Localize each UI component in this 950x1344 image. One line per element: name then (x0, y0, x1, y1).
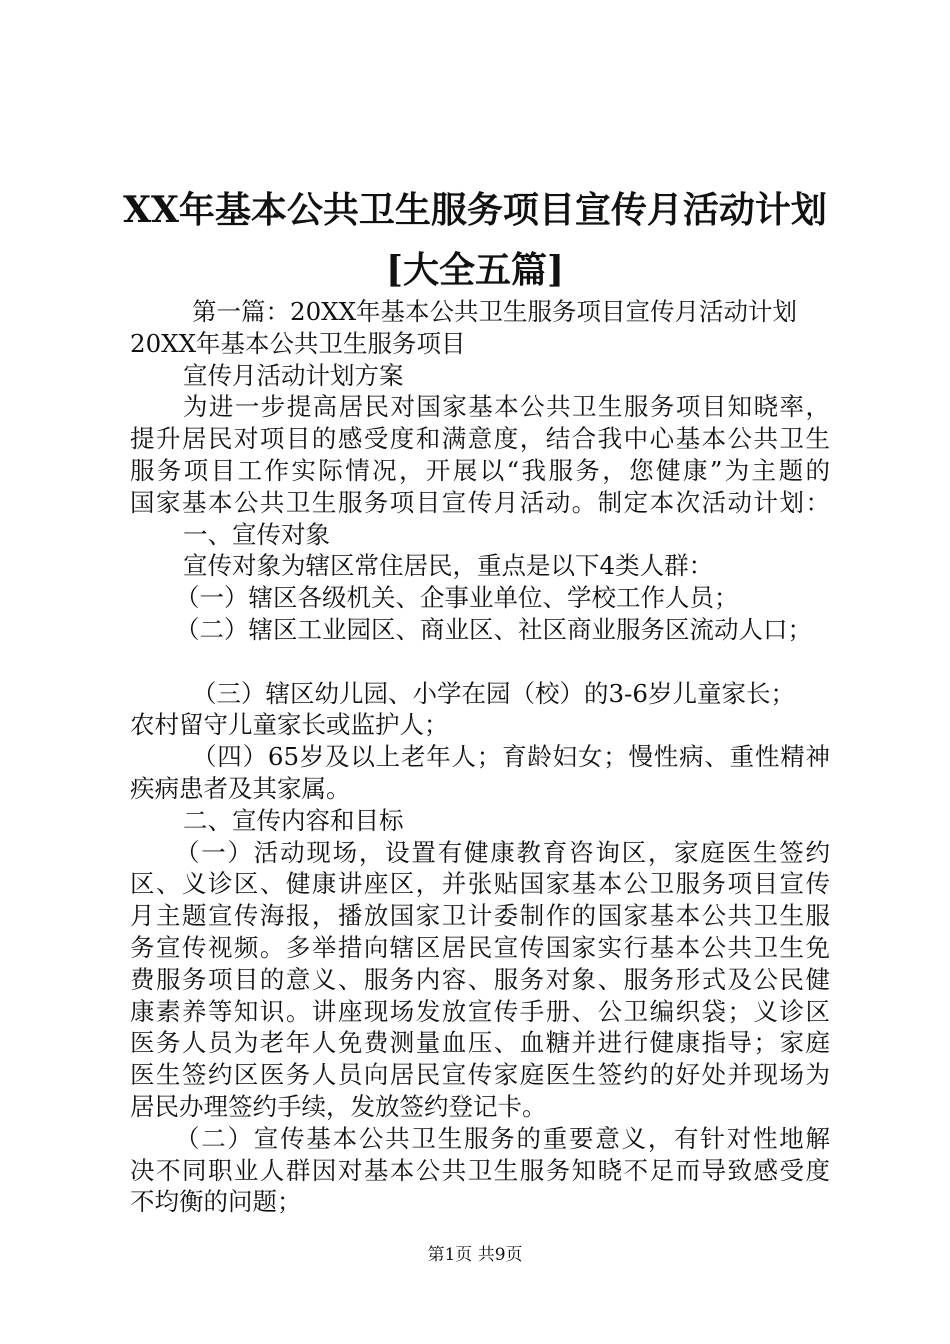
paragraph-line: 宣传月活动计划方案 (183, 360, 404, 390)
list-item: （一）活动现场，设置有健康教育咨询区，家庭医生签约 (175, 837, 830, 867)
paragraph-line: 不均衡的问题； (130, 1187, 302, 1217)
paragraph-line: 宣传对象为辖区常住居民，重点是以下4类人群： (183, 551, 714, 581)
list-item: （四）65岁及以上老年人；育龄妇女；慢性病、重性精神 (192, 742, 830, 772)
blank-line (130, 646, 830, 678)
paragraph-line: 提升居民对项目的感受度和满意度，结合我中心基本公共卫生 (130, 424, 830, 454)
section-heading: 一、宣传对象 (183, 519, 330, 549)
paragraph-line: 为进一步提高居民对国家基本公共卫生服务项目知晓率， (183, 392, 830, 422)
list-item: （一）辖区各级机关、企事业单位、学校工作人员； (175, 583, 739, 613)
paragraph-line: 医务人员为老年人免费测量血压、血糖并进行健康指导；家庭 (130, 1028, 830, 1058)
paragraph-line: 费服务项目的意义、服务内容、服务对象、服务形式及公民健 (130, 964, 830, 994)
paragraph-line: 农村留守儿童家长或监护人； (130, 710, 449, 740)
section-heading-part1: 第一篇：20XX年基本公共卫生服务项目宣传月活动计划 (192, 297, 798, 326)
page-number-footer: 第1页 共9页 (427, 1245, 523, 1265)
paragraph-line: 居民办理签约手续，发放签约登记卡。 (130, 1091, 547, 1121)
paragraph-line: 20XX年基本公共卫生服务项目 (130, 328, 466, 358)
document-title-line-1: XX年基本公共卫生服务项目宣传月活动计划 (123, 189, 827, 231)
paragraph-line: 决不同职业人群因对基本公共卫生服务知晓不足而导致感受度 (130, 1155, 830, 1185)
paragraph-line: 区、义诊区、健康讲座区，并张贴国家基本公卫服务项目宣传 (130, 869, 830, 899)
paragraph-line: 务宣传视频。多举措向辖区居民宣传国家实行基本公共卫生免 (130, 932, 830, 962)
paragraph-line: 康素养等知识。讲座现场发放宣传手册、公卫编织袋；义诊区 (130, 996, 830, 1026)
paragraph-line: 月主题宣传海报，播放国家卫计委制作的国家基本公共卫生服 (130, 901, 830, 931)
document-body (130, 296, 830, 1218)
section-heading: 二、宣传内容和目标 (183, 805, 404, 835)
list-item: （三）辖区幼儿园、小学在园（校）的3-6岁儿童家长； (192, 678, 795, 708)
paragraph-line: 国家基本公共卫生服务项目宣传月活动。制定本次活动计划： (130, 487, 830, 517)
paragraph-line: 服务项目工作实际情况，开展以“我服务，您健康”为主题的 (130, 455, 830, 485)
list-item: （二）辖区工业园区、商业区、社区商业服务区流动人口； (175, 614, 812, 644)
paragraph-line: 医生签约区医务人员向居民宣传家庭医生签约的好处并现场为 (130, 1060, 830, 1090)
document-title-line-2: [大全五篇] (385, 249, 565, 291)
paragraph-line: 疾病患者及其家属。 (130, 773, 351, 803)
list-item: （二）宣传基本公共卫生服务的重要意义，有针对性地解 (175, 1123, 830, 1153)
